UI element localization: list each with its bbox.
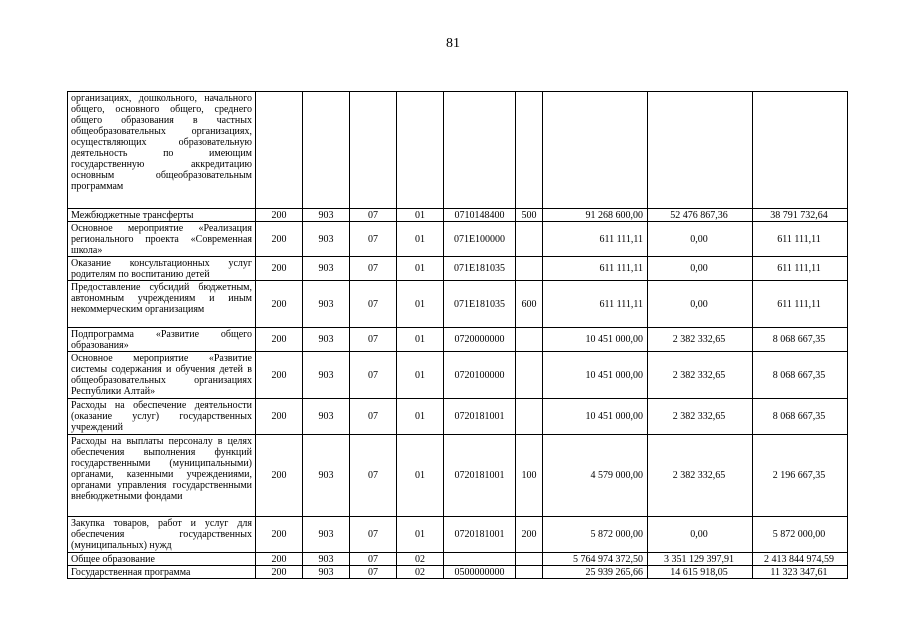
row-code-6: 200 <box>516 517 543 553</box>
row-value-1 <box>543 92 648 209</box>
row-code-2: 903 <box>303 281 350 328</box>
table-row <box>68 222 848 257</box>
page-number: 81 <box>446 36 460 51</box>
row-name: Подпрограмма «Развитие общего образования» <box>68 328 256 352</box>
row-value-3: 8 068 667,35 <box>753 328 848 352</box>
row-value-1: 10 451 000,00 <box>543 352 648 399</box>
row-code-6 <box>516 222 543 257</box>
row-code-5: 071E100000 <box>444 222 516 257</box>
row-value-1: 611 111,11 <box>543 281 648 328</box>
row-code-1: 200 <box>256 222 303 257</box>
row-code-2: 903 <box>303 566 350 579</box>
row-code-5: 071E181035 <box>444 257 516 281</box>
row-code-5: 0720181001 <box>444 435 516 517</box>
row-code-4: 01 <box>397 399 444 435</box>
row-name: Общее образование <box>68 553 256 566</box>
row-value-2: 2 382 332,65 <box>648 352 753 399</box>
row-code-6 <box>516 328 543 352</box>
row-value-3: 611 111,11 <box>753 281 848 328</box>
table-row <box>68 566 848 579</box>
row-value-2 <box>648 92 753 209</box>
row-code-6: 600 <box>516 281 543 328</box>
table-row <box>68 92 848 209</box>
row-value-3: 611 111,11 <box>753 222 848 257</box>
row-name: Межбюджетные трансферты <box>68 209 256 222</box>
row-value-3 <box>753 92 848 209</box>
row-code-4: 01 <box>397 328 444 352</box>
row-code-4: 01 <box>397 435 444 517</box>
row-code-3: 07 <box>350 257 397 281</box>
row-value-2: 2 382 332,65 <box>648 399 753 435</box>
row-code-5: 0720000000 <box>444 328 516 352</box>
row-code-1: 200 <box>256 328 303 352</box>
row-value-2: 0,00 <box>648 257 753 281</box>
row-code-2: 903 <box>303 209 350 222</box>
row-value-3: 5 872 000,00 <box>753 517 848 553</box>
table-row <box>68 517 848 553</box>
row-code-5: 0500000000 <box>444 566 516 579</box>
row-code-5: 0720181001 <box>444 517 516 553</box>
row-code-2: 903 <box>303 517 350 553</box>
row-name: Государственная программа <box>68 566 256 579</box>
row-name: Расходы на обеспечение деятельности (оказание услуг) государственных учреждений <box>68 399 256 435</box>
row-value-1: 5 872 000,00 <box>543 517 648 553</box>
row-code-1: 200 <box>256 257 303 281</box>
table-row <box>68 399 848 435</box>
row-code-4: 01 <box>397 352 444 399</box>
row-value-2: 0,00 <box>648 517 753 553</box>
row-code-3: 07 <box>350 566 397 579</box>
row-code-3: 07 <box>350 328 397 352</box>
row-value-1: 611 111,11 <box>543 257 648 281</box>
row-code-5: 0710148400 <box>444 209 516 222</box>
row-code-4: 02 <box>397 566 444 579</box>
row-code-4 <box>397 92 444 209</box>
row-code-5: 071E181035 <box>444 281 516 328</box>
row-code-2: 903 <box>303 435 350 517</box>
row-code-3: 07 <box>350 399 397 435</box>
row-code-2: 903 <box>303 257 350 281</box>
budget-table <box>67 91 848 579</box>
row-code-6 <box>516 352 543 399</box>
row-value-1: 10 451 000,00 <box>543 328 648 352</box>
row-value-3: 38 791 732,64 <box>753 209 848 222</box>
row-code-3: 07 <box>350 222 397 257</box>
row-name: организациях, дошкольного, начального общего, основного общего, среднего общего образования в частных общеобразовательных организациях, осуществляющих образовательную деятельность по имеющим государственную аккредитацию основным общеобразовательным программам <box>68 92 256 209</box>
row-code-1 <box>256 92 303 209</box>
row-value-1: 4 579 000,00 <box>543 435 648 517</box>
row-code-1: 200 <box>256 352 303 399</box>
row-code-3: 07 <box>350 435 397 517</box>
row-value-3: 2 413 844 974,59 <box>753 553 848 566</box>
row-code-4: 01 <box>397 517 444 553</box>
row-code-6 <box>516 92 543 209</box>
row-code-3: 07 <box>350 209 397 222</box>
row-code-4: 02 <box>397 553 444 566</box>
row-code-6 <box>516 399 543 435</box>
row-code-2: 903 <box>303 352 350 399</box>
row-code-2: 903 <box>303 553 350 566</box>
row-name: Оказание консультационных услуг родителям по воспитанию детей <box>68 257 256 281</box>
row-value-1: 10 451 000,00 <box>543 399 648 435</box>
row-code-3: 07 <box>350 281 397 328</box>
row-code-4: 01 <box>397 222 444 257</box>
row-name: Закупка товаров, работ и услуг для обеспечения государственных (муниципальных) нужд <box>68 517 256 553</box>
row-value-3: 611 111,11 <box>753 257 848 281</box>
table-row <box>68 553 848 566</box>
table-row <box>68 281 848 328</box>
row-code-2: 903 <box>303 222 350 257</box>
row-code-3 <box>350 92 397 209</box>
row-name: Предоставление субсидий бюджетным, автономным учреждениям и иным некоммерческим организациям <box>68 281 256 328</box>
row-code-1: 200 <box>256 435 303 517</box>
row-code-6: 500 <box>516 209 543 222</box>
row-code-2: 903 <box>303 399 350 435</box>
table-row <box>68 435 848 517</box>
row-value-2: 2 382 332,65 <box>648 435 753 517</box>
row-value-2: 0,00 <box>648 281 753 328</box>
table-row <box>68 352 848 399</box>
row-value-3: 8 068 667,35 <box>753 399 848 435</box>
row-code-6 <box>516 257 543 281</box>
row-value-1: 5 764 974 372,50 <box>543 553 648 566</box>
row-value-1: 91 268 600,00 <box>543 209 648 222</box>
row-code-5: 0720181001 <box>444 399 516 435</box>
row-value-2: 14 615 918,05 <box>648 566 753 579</box>
row-code-5 <box>444 92 516 209</box>
row-value-1: 25 939 265,66 <box>543 566 648 579</box>
row-code-5: 0720100000 <box>444 352 516 399</box>
row-name: Расходы на выплаты персоналу в целях обеспечения выполнения функций государственными (муниципальными) органами, казенными учреждениями, органами управления государственными внебюджетными фондами <box>68 435 256 517</box>
row-code-1: 200 <box>256 209 303 222</box>
row-value-2: 2 382 332,65 <box>648 328 753 352</box>
row-code-3: 07 <box>350 517 397 553</box>
row-code-1: 200 <box>256 281 303 328</box>
row-code-3: 07 <box>350 553 397 566</box>
row-code-6 <box>516 553 543 566</box>
row-value-3: 2 196 667,35 <box>753 435 848 517</box>
row-code-2: 903 <box>303 328 350 352</box>
table-row <box>68 257 848 281</box>
row-code-4: 01 <box>397 257 444 281</box>
row-value-3: 8 068 667,35 <box>753 352 848 399</box>
row-value-2: 0,00 <box>648 222 753 257</box>
table-row <box>68 209 848 222</box>
row-code-1: 200 <box>256 399 303 435</box>
row-value-3: 11 323 347,61 <box>753 566 848 579</box>
row-value-2: 3 351 129 397,91 <box>648 553 753 566</box>
row-code-1: 200 <box>256 566 303 579</box>
row-name: Основное мероприятие «Развитие системы содержания и обучения детей в общеобразовательных организациях Республики Алтай» <box>68 352 256 399</box>
row-value-2: 52 476 867,36 <box>648 209 753 222</box>
row-code-4: 01 <box>397 209 444 222</box>
row-code-2 <box>303 92 350 209</box>
row-code-4: 01 <box>397 281 444 328</box>
row-value-1: 611 111,11 <box>543 222 648 257</box>
row-code-1: 200 <box>256 517 303 553</box>
row-code-5 <box>444 553 516 566</box>
row-code-6: 100 <box>516 435 543 517</box>
row-code-6 <box>516 566 543 579</box>
row-code-1: 200 <box>256 553 303 566</box>
row-name: Основное мероприятие «Реализация регионального проекта «Современная школа» <box>68 222 256 257</box>
table-row <box>68 328 848 352</box>
row-code-3: 07 <box>350 352 397 399</box>
